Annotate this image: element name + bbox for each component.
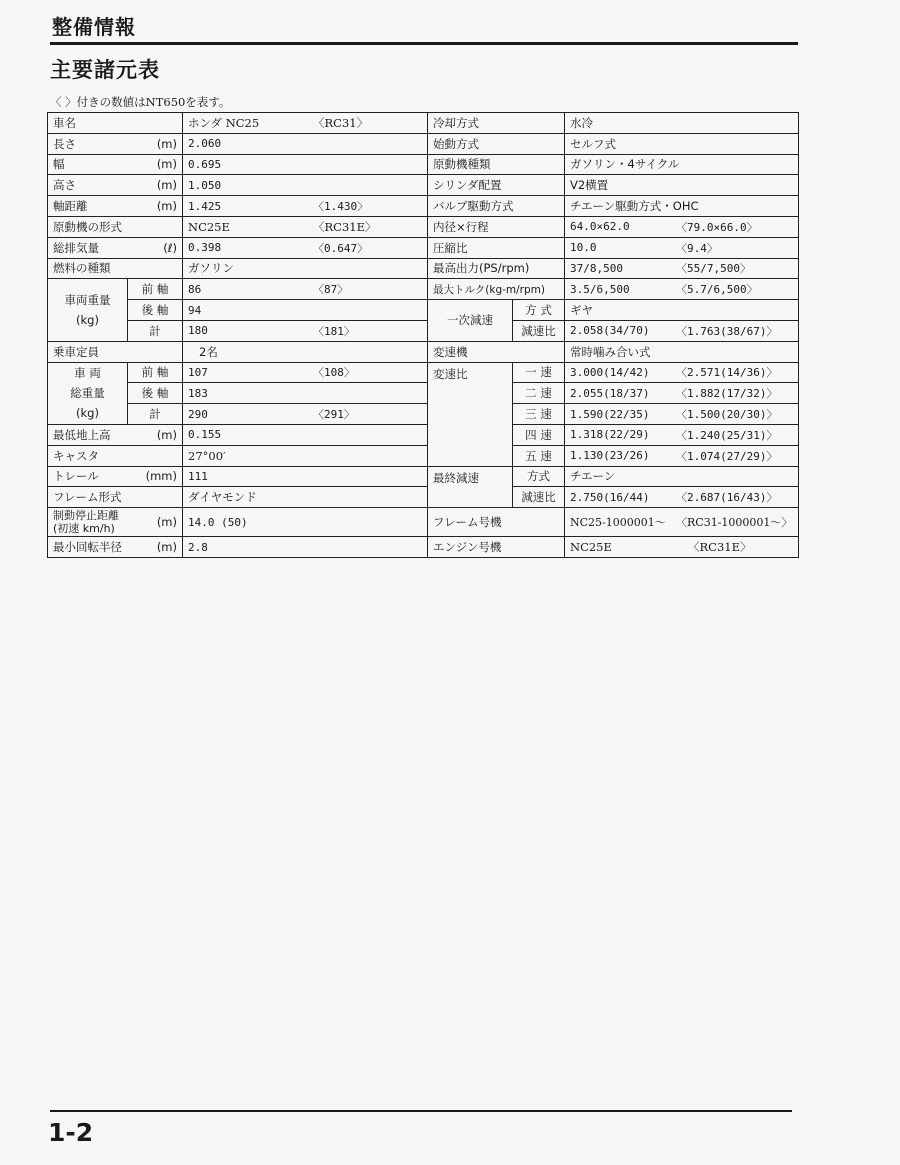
curb-weight-total-label: 計	[128, 320, 183, 341]
primary-ratio-value: 2.058(34/70) 〈1.763(38/67)〉	[565, 320, 799, 341]
table-row	[48, 341, 799, 362]
note-text: 〈 〉付きの数値はNT650を表す。	[50, 95, 231, 109]
curb-weight-front-label: 前 軸	[128, 279, 183, 300]
page-number: 1-2	[48, 1118, 94, 1147]
frame-type-label: フレーム形式	[48, 487, 183, 508]
engine-type-label: 原動機種類	[428, 154, 565, 175]
gross-weight-front-value: 107 〈108〉	[183, 362, 428, 383]
fuel-label: 燃料の種類	[48, 258, 183, 279]
max-torque-value: 3.5/6,500 〈5.7/6,500〉	[565, 279, 799, 300]
displacement-label: 総排気量 (ℓ)	[48, 237, 183, 258]
capacity-label: 乗車定員	[48, 341, 183, 362]
engine-number-label: エンジン号機	[428, 537, 565, 558]
final-method-value: チエーン	[565, 466, 799, 487]
wheelbase-label: 軸距離 (m)	[48, 196, 183, 217]
table-row	[48, 466, 799, 487]
gross-weight-total-label: 計	[128, 404, 183, 425]
braking-label: 制動停止距離 (初速 km/h) (m)	[48, 508, 183, 537]
caster-value: 27°00′	[183, 445, 428, 466]
valve-value: チエーン駆動方式・OHC	[565, 196, 799, 217]
frame-type-value: ダイヤモンド	[183, 487, 428, 508]
trail-value: 111	[183, 466, 428, 487]
final-method-label: 方式	[513, 466, 565, 487]
length-value: 2.060	[183, 133, 428, 154]
table-row	[48, 175, 799, 196]
width-label: 幅 (m)	[48, 154, 183, 175]
gross-weight-rear-label: 後 軸	[128, 383, 183, 404]
bore-stroke-value: 64.0×62.0 〈79.0×66.0〉	[565, 216, 799, 237]
starting-label: 始動方式	[428, 133, 565, 154]
table-row	[48, 133, 799, 154]
cooling-label: 冷却方式	[428, 113, 565, 134]
valve-label: バルブ駆動方式	[428, 196, 565, 217]
frame-number-value: NC25-1000001～ 〈RC31-1000001～〉	[565, 508, 799, 537]
footer-rule	[50, 1110, 792, 1112]
curb-weight-label: 車両重量 (kg)	[48, 279, 128, 341]
wheelbase-value: 1.425 〈1.430〉	[183, 196, 428, 217]
gear-4-label: 四 速	[513, 424, 565, 445]
primary-reduction-label: 一次減速	[428, 300, 513, 342]
cooling-value: 水冷	[565, 113, 799, 134]
header-rule	[50, 42, 798, 45]
final-ratio-value: 2.750(16/44) 〈2.687(16/43)〉	[565, 487, 799, 508]
table-row	[48, 424, 799, 445]
table-row	[48, 320, 799, 341]
section-header: 整備情報	[52, 15, 136, 39]
gross-weight-label: 車 両 総重量 (kg)	[48, 362, 128, 424]
gear-4-value: 1.318(22/29) 〈1.240(25/31)〉	[565, 424, 799, 445]
table-row	[48, 113, 799, 134]
fuel-value: ガソリン	[183, 258, 428, 279]
caster-label: キャスタ	[48, 445, 183, 466]
table-row	[48, 508, 799, 537]
curb-weight-rear-label: 後 軸	[128, 300, 183, 321]
gear-ratio-label: 変速比	[428, 362, 513, 466]
curb-weight-front-value: 86 〈87〉	[183, 279, 428, 300]
table-row	[48, 445, 799, 466]
engine-model-value: NC25E 〈RC31E〉	[183, 216, 428, 237]
engine-type-value: ガソリン・4サイクル	[565, 154, 799, 175]
frame-number-label: フレーム号機	[428, 508, 565, 537]
trail-label: トレール (mm)	[48, 466, 183, 487]
spec-table	[47, 112, 799, 558]
cylinder-value: V2横置	[565, 175, 799, 196]
vehicle-name-label: 車名	[48, 113, 183, 134]
gross-weight-total-value: 290 〈291〉	[183, 404, 428, 425]
primary-method-label: 方 式	[513, 300, 565, 321]
primary-ratio-label: 減速比	[513, 320, 565, 341]
turning-radius-label: 最小回転半径 (m)	[48, 537, 183, 558]
table-row	[48, 279, 799, 300]
braking-value: 14.0 (50)	[183, 508, 428, 537]
table-row	[48, 300, 799, 321]
engine-model-label: 原動機の形式	[48, 216, 183, 237]
page-title: 主要諸元表	[50, 58, 160, 82]
table-row	[48, 362, 799, 383]
gear-3-value: 1.590(22/35) 〈1.500(20/30)〉	[565, 404, 799, 425]
compression-value: 10.0 〈9.4〉	[565, 237, 799, 258]
width-value: 0.695	[183, 154, 428, 175]
turning-radius-value: 2.8	[183, 537, 428, 558]
final-reduction-label: 最終減速	[428, 466, 513, 508]
capacity-value: 2名	[183, 341, 428, 362]
height-value: 1.050	[183, 175, 428, 196]
transmission-value: 常時噛み合い式	[565, 341, 799, 362]
displacement-value: 0.398 〈0.647〉	[183, 237, 428, 258]
gear-2-label: 二 速	[513, 383, 565, 404]
table-row	[48, 196, 799, 217]
gear-1-value: 3.000(14/42) 〈2.571(14/36)〉	[565, 362, 799, 383]
engine-number-value: NC25E 〈RC31E〉	[565, 537, 799, 558]
table-row	[48, 404, 799, 425]
table-row	[48, 216, 799, 237]
max-power-value: 37/8,500 〈55/7,500〉	[565, 258, 799, 279]
max-torque-label: 最大トルク(kg-m/rpm)	[428, 279, 565, 300]
gear-5-value: 1.130(23/26) 〈1.074(27/29)〉	[565, 445, 799, 466]
cylinder-label: シリンダ配置	[428, 175, 565, 196]
starting-value: セルフ式	[565, 133, 799, 154]
bore-stroke-label: 内径×行程	[428, 216, 565, 237]
gear-3-label: 三 速	[513, 404, 565, 425]
gear-2-value: 2.055(18/37) 〈1.882(17/32)〉	[565, 383, 799, 404]
transmission-label: 変速機	[428, 341, 565, 362]
curb-weight-total-value: 180 〈181〉	[183, 320, 428, 341]
final-ratio-label: 減速比	[513, 487, 565, 508]
table-row	[48, 258, 799, 279]
ground-clearance-value: 0.155	[183, 424, 428, 445]
vehicle-name-value: ホンダ NC25 〈RC31〉	[183, 113, 428, 134]
primary-method-value: ギヤ	[565, 300, 799, 321]
length-label: 長さ (m)	[48, 133, 183, 154]
gross-weight-front-label: 前 軸	[128, 362, 183, 383]
gear-1-label: 一 速	[513, 362, 565, 383]
compression-label: 圧縮比	[428, 237, 565, 258]
max-power-label: 最高出力(PS/rpm)	[428, 258, 565, 279]
table-row	[48, 154, 799, 175]
gear-5-label: 五 速	[513, 445, 565, 466]
gross-weight-rear-value: 183	[183, 383, 428, 404]
curb-weight-rear-value: 94	[183, 300, 428, 321]
table-row	[48, 487, 799, 508]
table-row	[48, 383, 799, 404]
table-row	[48, 237, 799, 258]
ground-clearance-label: 最低地上高 (m)	[48, 424, 183, 445]
height-label: 高さ (m)	[48, 175, 183, 196]
